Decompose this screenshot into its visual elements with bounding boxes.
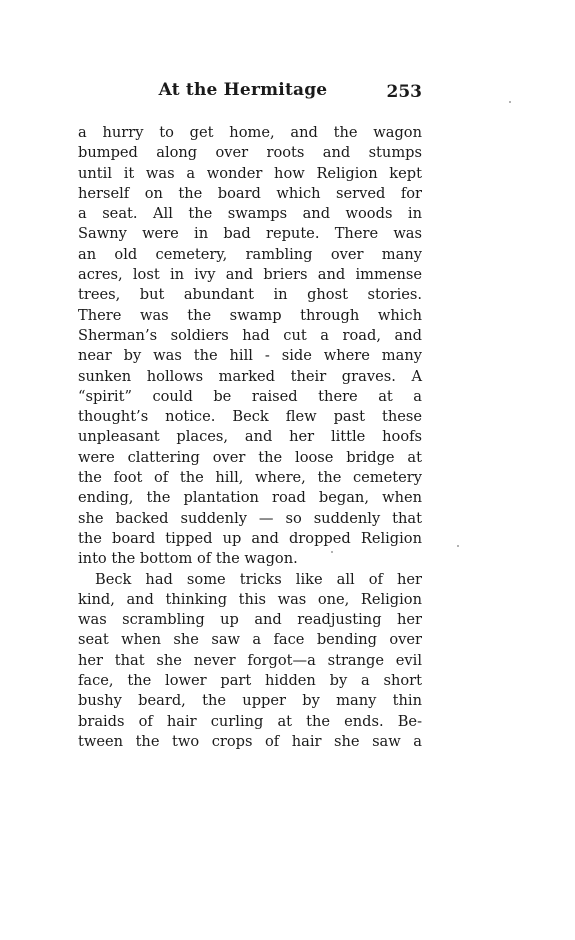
text-line: Beck had some tricks like all of her [95, 570, 422, 588]
text-line: kind, and thinking this was one, Religion [78, 590, 422, 608]
paper-speck [457, 545, 459, 547]
paragraph [78, 570, 422, 753]
text-line: tween the two crops of hair she saw a [78, 732, 422, 750]
text-line: bumped along over roots and stumps [78, 144, 422, 162]
text-line: trees, but abundant in ghost stories. [78, 286, 422, 304]
page-number: 253 [386, 82, 422, 102]
text-line: an old cemetery, rambling over many [78, 245, 422, 263]
paper-speck [331, 551, 333, 553]
text-line: thought’s notice. Beck flew past these [78, 408, 422, 426]
text-line: she backed suddenly — so suddenly that [78, 509, 422, 527]
text-line: herself on the board which served for [78, 184, 422, 202]
text-line: acres, lost in ivy and briers and immense [78, 266, 422, 284]
text-line: a hurry to get home, and the wagon [78, 124, 422, 141]
text-line: There was the swamp through which [78, 306, 422, 324]
text-line: the board tipped up and dropped Religion [78, 529, 422, 547]
text-line: seat when she saw a face bending over [78, 631, 422, 649]
running-title: At the Hermitage [158, 80, 328, 100]
text-line: were clattering over the loose bridge at [78, 448, 422, 466]
text-line: sunken hollows marked their graves. A [78, 367, 422, 385]
body-text [78, 123, 422, 752]
paper-speck [509, 101, 511, 103]
text-line: ending, the plantation road began, when [78, 489, 422, 507]
text-line: a seat. All the swamps and woods in [78, 205, 422, 223]
text-line: the foot of the hill, where, the cemetery [78, 469, 422, 487]
text-line: her that she never forgot—a strange evil [78, 651, 422, 669]
text-line: face, the lower part hidden by a short [78, 672, 422, 690]
paragraph [78, 123, 422, 570]
text-line: Sawny were in bad repute. There was [78, 225, 422, 243]
text-line: until it was a wonder how Religion kept [78, 164, 422, 182]
text-line: braids of hair curling at the ends. Be- [78, 712, 422, 730]
text-line: unpleasant places, and her little hoofs [78, 428, 422, 446]
running-head [78, 80, 422, 104]
text-line: “spirit” could be raised there at a [78, 387, 422, 405]
text-line: was scrambling up and readjusting her [78, 611, 422, 629]
text-line: bushy beard, the upper by many thin [78, 692, 422, 710]
text-line: Sherman’s soldiers had cut a road, and [78, 326, 422, 344]
text-line: into the bottom of the wagon. [78, 550, 298, 568]
text-line: near by was the hill - side where many [78, 347, 422, 365]
